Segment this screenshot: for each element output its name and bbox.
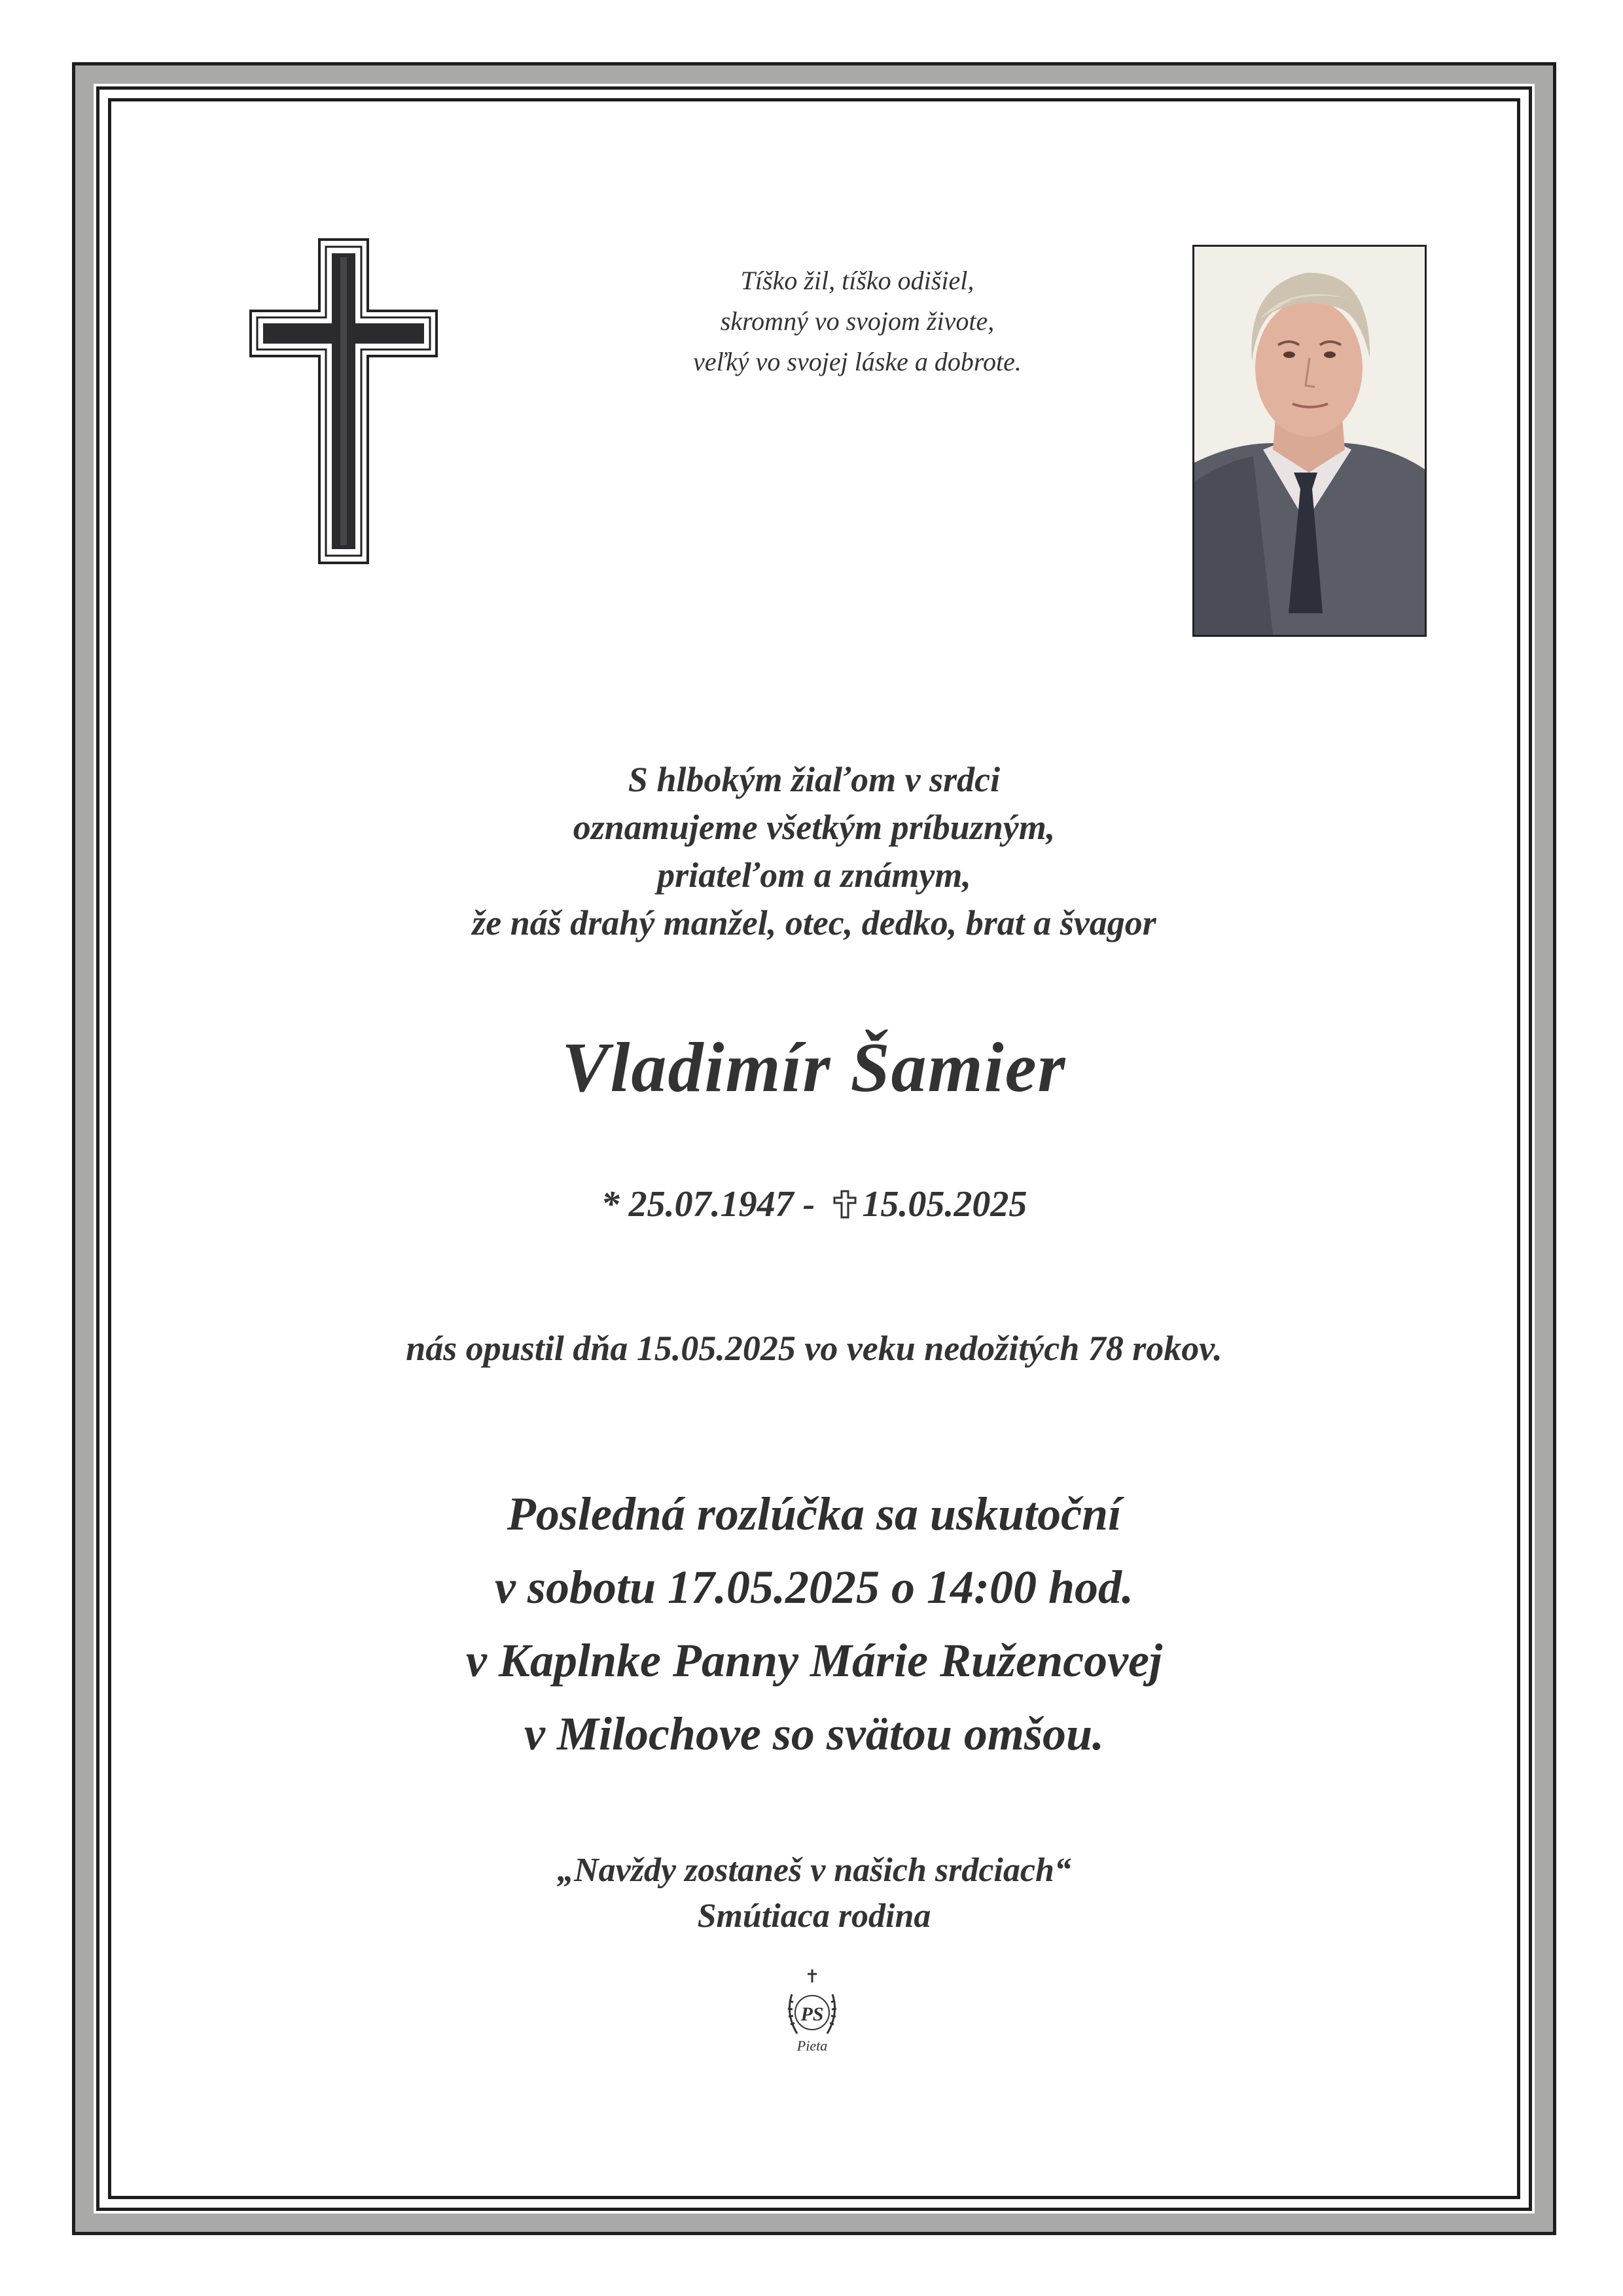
intro-line: že náš drahý manžel, otec, dedko, brat a švagor <box>472 903 1156 942</box>
death-notice: nás opustil dňa 15.05.2025 vo veku nedožitých 78 rokov. <box>406 1329 1222 1368</box>
deceased-name: Vladimír Šamier <box>562 1029 1067 1107</box>
logo-initials: PS <box>800 2003 824 2025</box>
motto <box>589 260 1126 382</box>
funeral-details <box>72 1477 1556 1770</box>
closing-quote: „Navždy zostaneš v našich srdciach“ <box>557 1852 1071 1889</box>
obituary-page <box>72 62 1556 2235</box>
intro-line: oznamujeme všetkým príbuzným, <box>573 808 1056 847</box>
funeral-line: Posledná rozlúčka sa uskutoční <box>507 1488 1122 1540</box>
logo-text: Pieta <box>796 2037 828 2054</box>
funeral-line: v Kaplnke Panny Márie Ružencovej <box>466 1634 1162 1687</box>
family-signature: Smútiaca rodina <box>697 1897 931 1935</box>
cross-icon <box>249 238 438 565</box>
birth-date: * 25.07.1947 - <box>601 1184 815 1225</box>
death-date: 15.05.2025 <box>862 1184 1027 1225</box>
funeral-line: v sobotu 17.05.2025 o 14:00 hod. <box>494 1561 1134 1613</box>
motto-line: Tíško žil, tíško odišiel, <box>740 266 974 295</box>
intro-line: S hlbokým žiaľom v srdci <box>628 760 1001 799</box>
motto-line: skromný vo svojom živote, <box>720 306 995 336</box>
motto-line: veľký vo svojej láske a dobrote. <box>693 347 1022 376</box>
intro-line: priateľom a známym, <box>657 855 971 895</box>
announcement-intro <box>72 756 1556 947</box>
closing <box>72 1848 1556 1939</box>
death-cross-icon <box>833 1190 857 1219</box>
life-dates <box>72 1183 1556 1225</box>
portrait-photo <box>1192 245 1427 637</box>
funeral-line: v Milochove so svätou omšou. <box>524 1708 1104 1760</box>
